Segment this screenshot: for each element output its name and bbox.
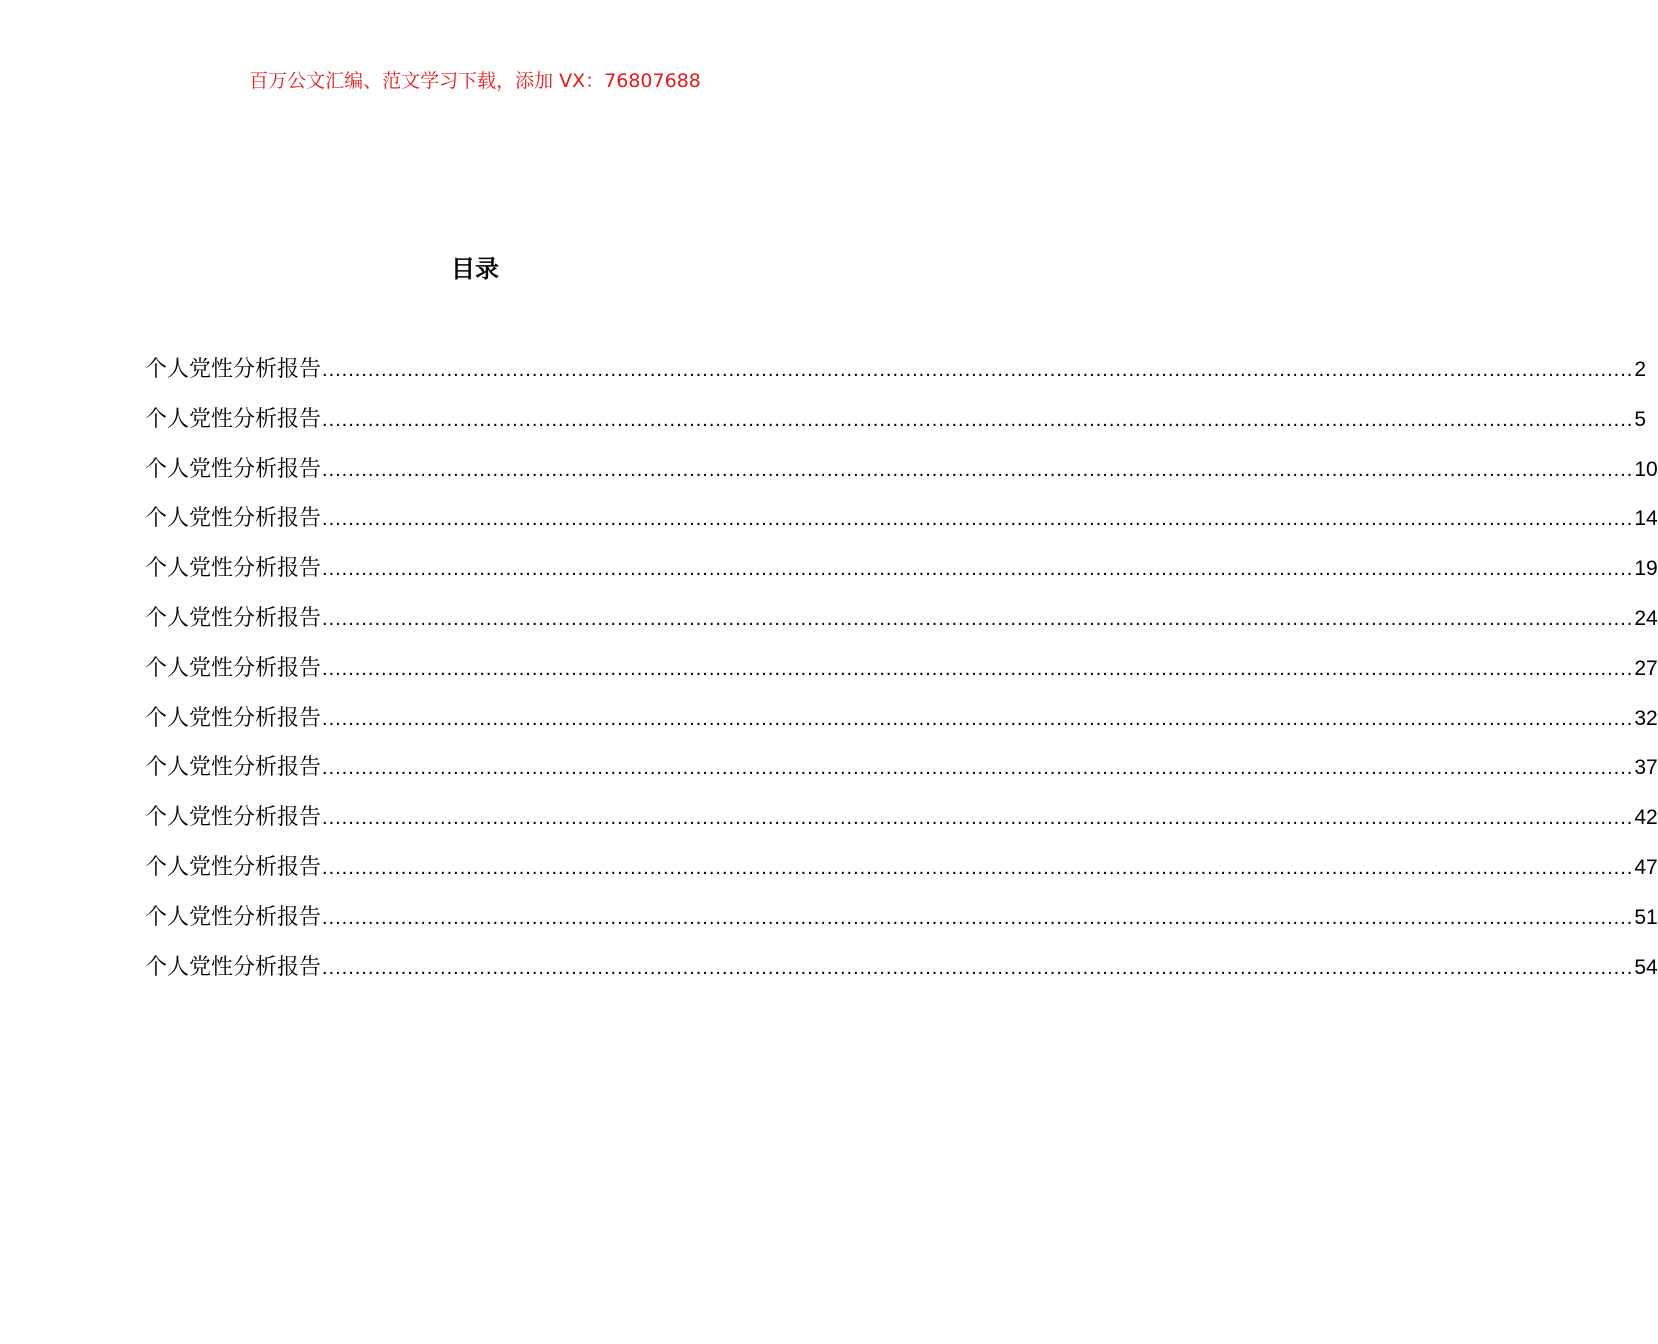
toc-entry-title: 个人党性分析报告 bbox=[145, 655, 322, 681]
toc-entry-leader: ........................................................................................................................................................................................................ bbox=[322, 607, 1634, 630]
toc-entry-title: 个人党性分析报告 bbox=[145, 357, 322, 382]
toc-entry-leader: ........................................................................................................................................................................................................ bbox=[322, 508, 1634, 531]
toc-entry-leader: ........................................................................................................................................................................................................ bbox=[322, 657, 1634, 680]
toc-entry-title: 个人党性分析报告 bbox=[145, 904, 322, 930]
toc-entry-page: 32 bbox=[1634, 706, 1658, 730]
toc-entry-page: 47 bbox=[1634, 855, 1658, 879]
toc-entry-leader: ........................................................................................................................................................................................................ bbox=[322, 707, 1634, 730]
toc-entry-page: 19 bbox=[1634, 557, 1658, 581]
toc-entry-page: 14 bbox=[1634, 507, 1658, 531]
toc-entry-leader: ........................................................................................................................................................................................................ bbox=[322, 906, 1634, 929]
toc-entry-title: 个人党性分析报告 bbox=[145, 854, 322, 880]
toc-entry-title: 个人党性分析报告 bbox=[145, 406, 322, 432]
toc-entry-page: 27 bbox=[1634, 656, 1658, 680]
toc-entry-leader: ........................................................................................................................................................................................................ bbox=[322, 856, 1634, 879]
toc-entry-page: 24 bbox=[1634, 606, 1658, 630]
toc-entry[interactable] bbox=[145, 948, 1658, 998]
toc-entry-leader: ........................................................................................................................................................................................................ bbox=[322, 408, 1634, 431]
toc-entry[interactable] bbox=[145, 400, 1647, 450]
toc-entry-page: 2 bbox=[1634, 358, 1647, 381]
toc-entry[interactable] bbox=[145, 699, 1658, 749]
toc-title: 目录 bbox=[451, 255, 499, 283]
toc-entry-title: 个人党性分析报告 bbox=[145, 605, 322, 631]
toc-entry-page: 54 bbox=[1634, 955, 1658, 979]
toc-entry[interactable] bbox=[145, 649, 1658, 699]
toc-entry-page: 42 bbox=[1634, 806, 1658, 830]
header-banner: 百万公文汇编、范文学习下载，添加 VX：76807688 bbox=[249, 70, 701, 92]
toc-entry-title: 个人党性分析报告 bbox=[145, 506, 322, 532]
toc-entry-page: 5 bbox=[1634, 407, 1647, 431]
toc-entry[interactable] bbox=[145, 549, 1658, 599]
toc-entry-title: 个人党性分析报告 bbox=[145, 954, 322, 980]
toc-entry-page: 10 bbox=[1634, 457, 1658, 481]
toc-entry-leader: ........................................................................................................................................................................................................ bbox=[322, 757, 1634, 780]
toc-entry[interactable] bbox=[145, 748, 1658, 798]
toc-entry-title: 个人党性分析报告 bbox=[145, 556, 322, 582]
toc-entry-title: 个人党性分析报告 bbox=[145, 705, 322, 731]
toc-entry[interactable] bbox=[145, 898, 1658, 948]
toc-entry[interactable] bbox=[145, 350, 1647, 400]
toc-entry-page: 51 bbox=[1634, 905, 1658, 929]
toc-entry-title: 个人党性分析报告 bbox=[145, 805, 322, 831]
toc-entry[interactable] bbox=[145, 450, 1658, 500]
toc-entry-leader: ........................................................................................................................................................................................................ bbox=[322, 458, 1634, 481]
toc-entry[interactable] bbox=[145, 499, 1658, 549]
toc-entry[interactable] bbox=[145, 848, 1658, 898]
toc-entry-page: 37 bbox=[1634, 756, 1658, 780]
toc-entry[interactable] bbox=[145, 798, 1658, 848]
toc-entry[interactable] bbox=[145, 599, 1658, 649]
toc-entry-leader: ........................................................................................................................................................................................................ bbox=[322, 807, 1634, 830]
toc-entry-leader: ........................................................................................................................................................................................................ bbox=[322, 359, 1634, 381]
toc-list bbox=[145, 350, 1658, 997]
toc-entry-title: 个人党性分析报告 bbox=[145, 755, 322, 781]
toc-entry-title: 个人党性分析报告 bbox=[145, 456, 322, 482]
toc-entry-leader: ........................................................................................................................................................................................................ bbox=[322, 558, 1634, 581]
toc-entry-leader: ........................................................................................................................................................................................................ bbox=[322, 956, 1634, 979]
